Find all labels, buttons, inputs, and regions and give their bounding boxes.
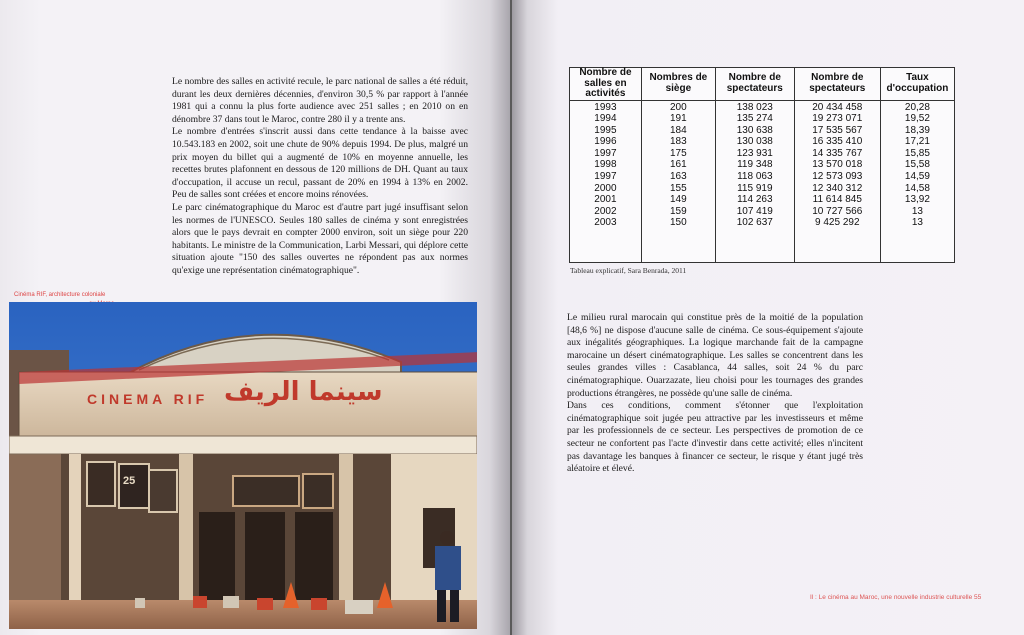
poster-number: 25: [123, 475, 136, 487]
right-body-text: [567, 312, 863, 476]
table-cell: 19,52: [904, 113, 930, 125]
table-cell: 17,21: [904, 136, 930, 148]
table-cell: 163: [670, 171, 687, 183]
header-sieges: Nombres de siège: [641, 68, 715, 101]
table-cell: 123 931: [736, 147, 773, 159]
table-cell: 20,28: [904, 101, 930, 113]
table-cell: 118 063: [737, 171, 773, 183]
table-cell: 135 274: [736, 113, 773, 125]
table-cell: 155: [670, 182, 687, 194]
table-cell: 1997: [594, 171, 617, 183]
table-cell: 150: [670, 217, 687, 229]
table-cell: 138 023: [736, 101, 773, 113]
table-cell: 191: [670, 113, 687, 125]
table-cell: 11 614 845: [812, 194, 862, 206]
table-cell: 18,39: [904, 124, 930, 136]
left-paragraph: Le nombre des salles en activité recule, le parc national de salles a été réduit, durant les deux dernières décennies, d'environ 30,5 % par rapport à l'année 1981 qui a connu la plus forte audience avec 251 salles ; en 2010 on en dénombre 37 dans tout le Maroc, contre 280 il y a trente ans.: [172, 76, 468, 125]
right-paragraph: Dans ces conditions, comment s'étonner que l'exploitation cinématographique soit jugée peu attractive par les investisseurs et même par les professionnels de ce secteur. Les perspectives de promotion de ce secteur ne confortent pas l'acte d'investir dans cette activité; elles n'incitent pas davantage les banques à financer ce secteur, le risque y étant jugé très aléatoire et élevé.: [567, 400, 863, 475]
table-cell: 14 335 767: [812, 147, 863, 159]
cinema-facade-illustration: [9, 302, 477, 629]
column-taux: [880, 100, 954, 263]
table-cell: 200: [670, 101, 687, 113]
table-cell: 102 637: [736, 217, 773, 229]
cinema-rif-photo: [9, 302, 477, 629]
table-cell: 13: [911, 217, 923, 229]
table-cell: 12 340 312: [812, 182, 863, 194]
table-cell: 2002: [594, 205, 617, 217]
sign-arabic: سينما الريف: [224, 377, 383, 407]
table-cell: 1995: [594, 124, 617, 136]
table-cell: 1996: [594, 136, 617, 148]
table-cell: 1994: [594, 113, 617, 125]
statistics-table: [569, 67, 955, 263]
table-cell: 115 919: [737, 182, 773, 194]
left-paragraph: Le parc cinématographique du Maroc est d'autre part jugé insuffisant selon les normes de l'UNESCO. Seules 180 salles de cinéma y sont enregistrées alors que le pays devrait en compter 2000 environ, soit un siège pour 220 habitants. Le ministre de la Communication, Larbi Messari, qui déplore cette situation ajoute "150 des salles ouvertes ne répondent pas aux normes qu'exige une représentation cinématographique".: [172, 201, 468, 276]
sign-latin: CINEMA RIF: [87, 391, 209, 407]
table-cell: 15,85: [904, 147, 930, 159]
table-cell: 119 348: [737, 159, 773, 171]
header-spectateurs-2: Nombre de spectateurs: [794, 68, 880, 101]
left-body-text: [172, 76, 468, 278]
table-caption: Tableau explicatif, Sara Benrada, 2011: [570, 266, 687, 275]
column-spectateurs-1: [715, 100, 794, 263]
photo-caption-line1: Cinéma RIF, architecture coloniale: [14, 292, 106, 298]
column-sieges: [641, 100, 715, 263]
table-cell: 1993: [594, 101, 617, 113]
page-footer: Il : Le cinéma au Maroc, une nouvelle industrie culturelle 55: [810, 594, 982, 601]
header-salles: Nombre de salles en activités: [570, 68, 642, 101]
column-spectateurs-2: [794, 100, 880, 263]
table-cell: 15,58: [904, 159, 930, 171]
table-cell: 161: [670, 159, 687, 171]
right-paragraph: Le milieu rural marocain qui constitue près de la moitié de la population [48,6 %] ne dispose d'aucune salle de cinéma. Ce sous-équipement s'ajoute aux inégalités géographiques. La logique marchande fait de la campagne marocaine un désert cinématographique. Les salles se concentrent dans les seules grandes villes : Casablanca, 44 salles, soit 24 % du parc cinématographique. Ouarzazate, lieu choisi pour les tournages des grandes productions étrangères, ne possède qu'une salle de cinéma.: [567, 312, 863, 399]
table-cell: 17 535 567: [812, 124, 863, 136]
table-cell: 13: [911, 205, 923, 217]
table-cell: 183: [670, 136, 687, 148]
table-cell: 2003: [594, 217, 617, 229]
table-cell: 13,92: [904, 194, 930, 206]
table-cell: 1998: [594, 159, 617, 171]
table-cell: 149: [670, 194, 687, 206]
table-cell: 20 434 458: [812, 101, 863, 113]
table-cell: 14,58: [904, 182, 930, 194]
table-cell: 19 273 071: [812, 113, 863, 125]
table-cell: 16 335 410: [812, 136, 863, 148]
table-cell: 9 425 292: [815, 217, 860, 229]
table-cell: 159: [670, 205, 687, 217]
table-cell: 107 419: [736, 205, 773, 217]
table-cell: 175: [670, 147, 687, 159]
table-cell: 14,59: [904, 171, 930, 183]
table-cell: 10 727 566: [812, 205, 863, 217]
header-spectateurs-1: Nombre de spectateurs: [715, 68, 794, 101]
table-cell: 184: [670, 124, 687, 136]
table-cell: 2000: [594, 182, 617, 194]
header-taux: Taux d'occupation: [880, 68, 954, 101]
table-cell: 130 038: [736, 136, 773, 148]
table-cell: 2001: [594, 194, 617, 206]
table-cell: 1997: [594, 147, 617, 159]
table-cell: 114 263: [737, 194, 773, 206]
column-years: [570, 100, 642, 263]
table-cell: 12 573 093: [812, 171, 863, 183]
table-header-row: [570, 68, 955, 101]
table-cell: 130 638: [736, 124, 773, 136]
table-cell: 13 570 018: [812, 159, 863, 171]
table-row: [570, 100, 955, 263]
left-paragraph: Le nombre d'entrées s'inscrit aussi dans cette tendance à la baisse avec 10.543.183 en 2002, soit une chute de 90% depuis 1994. De plus, malgré un prix moyen du billet qui a augmenté de 10% en moyenne annuelle, les recettes brutes plafonnent en dessous de 120 millions de DH. Quant au taux d'occupation, il accuse un recul, passant de 20% en 1994 à 13% en 2002. Peu de salles sont créées et encore moins rénovées.: [172, 126, 468, 201]
